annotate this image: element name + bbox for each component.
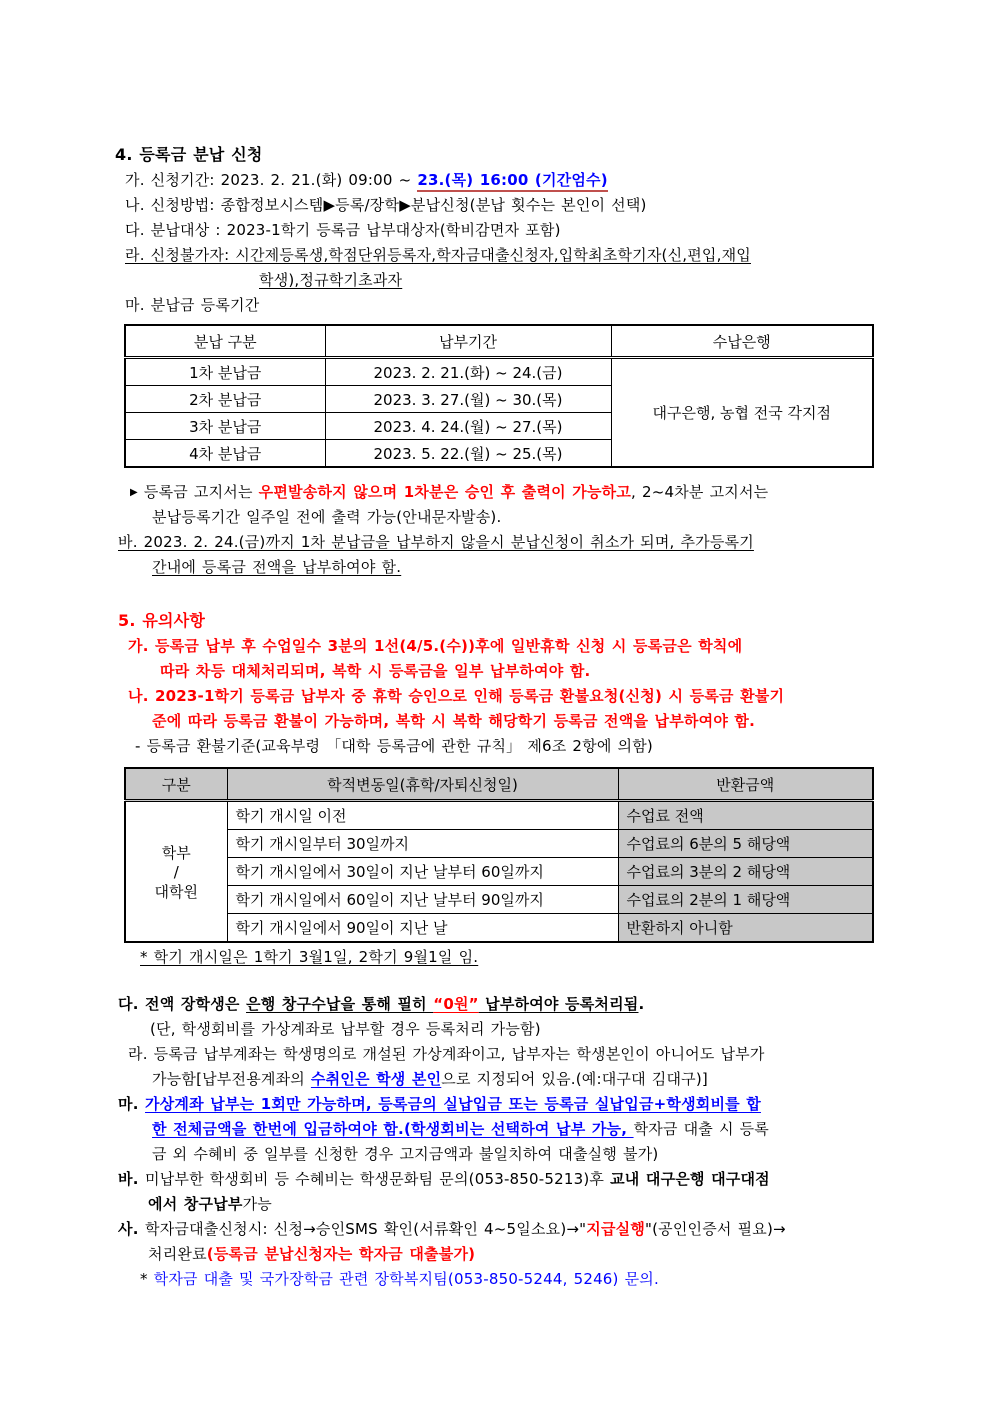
note-ra-recipient: 수취인은 학생 본인	[310, 1070, 442, 1088]
cell-name: 4차 분납금	[125, 440, 325, 468]
line-application-period	[0, 168, 992, 193]
note-ma-blue-2: 한 전체금액을 한번에 입금하여야 함.(학생회비는 선택하여 납부 가능,	[152, 1120, 634, 1138]
note-ma-label: 마.	[118, 1095, 146, 1113]
line-note-ba-2	[0, 1192, 992, 1217]
category-line: /	[173, 862, 179, 881]
cell-event: 학기 개시일에서 30일이 지난 날부터 60일까지	[227, 858, 618, 886]
line-installment-target: 다. 분납대상 : 2023-1학기 등록금 납부대상자(학비감면자 포함)	[125, 221, 561, 239]
line-note-ra-2	[0, 1067, 992, 1092]
note-da-tail: .	[638, 995, 645, 1013]
col-header-category: 구분	[125, 768, 227, 801]
installment-header-row	[125, 325, 873, 358]
col-header-refund-amount: 반환금액	[618, 768, 873, 801]
note-ba-text1: 미납부한 학생회비 등 수혜비는 학생문화팀 문의(053-850-5213)후	[145, 1170, 611, 1188]
note-sa-text2: "(공인인증서 필요)→	[645, 1220, 786, 1238]
line-bill-notice-1	[0, 480, 992, 505]
cell-event: 학기 개시일 이전	[227, 801, 618, 830]
refund-header-row	[125, 768, 873, 801]
bill-suffix: , 2~4차분 고지서는	[631, 483, 769, 501]
line-note-ra-1: 라. 등록금 납부계좌는 학생명의로 개설된 가상계좌이고, 납부자는 학생본인이 아니어도 납부가	[128, 1045, 765, 1063]
line-note-ma-3: 금 외 수혜비 중 일부를 신청한 경우 고지금액과 불일치하여 대출실행 불가)	[152, 1145, 659, 1163]
line-s5-ga-1: 가. 등록금 납부 후 수업일수 3분의 1선(4/5.(수))후에 일반휴학 신청 시 등록금은 학칙에	[128, 637, 743, 655]
note-sa-text1: 학자금대출신청시: 신청→승인SMS 확인(서류확인 4~5일소요)→"	[145, 1220, 587, 1238]
table-row	[125, 914, 873, 943]
line-bill-notice-2: 분납등록기간 일주일 전에 출력 가능(안내문자발송).	[152, 508, 502, 526]
section4-heading: 4. 등록금 분납 신청	[115, 145, 263, 164]
category-line: 학부	[161, 843, 191, 862]
cell-period: 2023. 4. 24.(월) ~ 27.(목)	[325, 413, 611, 440]
table-row	[125, 858, 873, 886]
cell-category	[125, 801, 227, 943]
cell-amount: 반환하지 아니함	[618, 914, 873, 943]
line-note-da-sub: (단, 학생회비를 가상계좌로 납부할 경우 등록처리 가능함)	[150, 1020, 541, 1038]
cell-amount: 수업료의 3분의 2 해당액	[618, 858, 873, 886]
line-s5-na-2: 준에 따라 등록금 환불이 가능하며, 복학 시 복학 해당학기 등록금 전액을 납부하여야 함.	[152, 712, 756, 730]
category-line: 대학원	[154, 882, 198, 901]
line-scholarship-contact	[0, 1267, 992, 1292]
period-prefix: 가. 신청기간: 2023. 2. 21.(화) 09:00 ~	[125, 171, 418, 189]
table-row	[125, 886, 873, 914]
section5-heading: 5. 유의사항	[118, 611, 206, 630]
cell-amount: 수업료의 6분의 5 해당액	[618, 830, 873, 858]
cell-event: 학기 개시일부터 30일까지	[227, 830, 618, 858]
note-da-lead: 전액 장학생은	[145, 995, 247, 1013]
note-ba-text2: 가능	[242, 1195, 272, 1213]
cell-event: 학기 개시일에서 60일이 지난 날부터 90일까지	[227, 886, 618, 914]
line-cancel-notice-1	[0, 530, 992, 555]
note-da-zero-won: “0원”	[433, 995, 479, 1013]
installment-table	[124, 324, 874, 468]
line-schedule-label: 마. 분납금 등록기간	[125, 296, 260, 314]
line-s5-ga-2: 따라 차등 대체처리되며, 복학 시 등록금을 일부 납부하여야 함.	[160, 662, 591, 680]
semester-footnote-text: * 학기 개시일은 1학기 3월1일, 2학기 9월1일 임.	[140, 948, 479, 966]
cancel-text-1: 바. 2023. 2. 24.(금)까지 1차 분납금을 납부하지 않을시 분납신청이 취소가 되며, 추가등록기	[118, 533, 754, 551]
cell-bank: 대구은행, 농협 전국 각지점	[611, 358, 873, 468]
cell-period: 2023. 3. 27.(월) ~ 30.(목)	[325, 386, 611, 413]
bill-highlight: 우편발송하지 않으며 1차분은 승인 후 출력이 가능하고	[258, 483, 632, 501]
line-note-da	[0, 992, 992, 1017]
line-note-ma-1	[0, 1092, 992, 1117]
cell-amount: 수업료의 2분의 1 해당액	[618, 886, 873, 914]
line-semester-footnote	[0, 945, 992, 970]
note-ra-suffix: 으로 지정되어 있음.(예:대구대 김대구)]	[441, 1070, 708, 1088]
col-header-change-date: 학적변동일(휴학/자퇴신청일)	[227, 768, 618, 801]
note-ma-blue-1: 가상계좌 납부는 1회만 가능하며, 등록금의 실납입금 또는 등록금 실납입금+학생회비를 합	[145, 1095, 761, 1113]
triangle-bullet-icon: ▶	[130, 487, 138, 498]
note-da-underline2: 납부하여야 등록처리됨	[478, 995, 639, 1013]
refund-table	[124, 767, 874, 943]
ineligible-text-2: 학생),정규학기초과자	[259, 271, 403, 289]
note-sa-red2: (등록금 분납신청자는 학자금 대출불가)	[206, 1245, 476, 1263]
note-ra-prefix: 가능함[납부전용계좌의	[152, 1070, 311, 1088]
table-row	[125, 830, 873, 858]
note-da-label: 다.	[118, 995, 146, 1013]
line-application-method: 나. 신청방법: 종합정보시스템▶등록/장학▶분납신청(분납 횟수는 본인이 선택)	[125, 196, 647, 214]
note-ba-bold1: 교내 대구은행 대구대점	[610, 1170, 770, 1188]
cell-name: 3차 분납금	[125, 413, 325, 440]
table-row	[125, 801, 873, 830]
cell-name: 2차 분납금	[125, 386, 325, 413]
star-prefix: *	[140, 1270, 154, 1288]
line-note-ba-1	[0, 1167, 992, 1192]
note-sa-label: 사.	[118, 1220, 146, 1238]
note-da-underline1: 은행 창구수납을 통해 필히	[246, 995, 434, 1013]
bill-prefix: 등록금 고지서는	[143, 483, 259, 501]
note-sa-text3: 처리완료	[148, 1245, 207, 1263]
scholarship-contact-text: 학자금 대출 및 국가장학금 관련 장학복지팀(053-850-5244, 5246) 문의.	[153, 1270, 659, 1288]
col-header-period: 납부기간	[325, 325, 611, 358]
line-cancel-notice-2	[0, 555, 992, 580]
note-ba-bold2: 에서 창구납부	[148, 1195, 243, 1213]
cell-amount: 수업료 전액	[618, 801, 873, 830]
col-header-division: 분납 구분	[125, 325, 325, 358]
cell-event: 학기 개시일에서 90일이 지난 날	[227, 914, 618, 943]
cell-name: 1차 분납금	[125, 358, 325, 386]
note-ma-black-2: 학자금 대출 시 등록	[633, 1120, 769, 1138]
col-header-bank: 수납은행	[611, 325, 873, 358]
ineligible-text-1: 라. 신청불가자: 시간제등록생,학점단위등록자,학자금대출신청자,입학최초학기자(신,편입,재입	[125, 246, 751, 264]
cell-period: 2023. 5. 22.(월) ~ 25.(목)	[325, 440, 611, 468]
cancel-text-2: 간내에 등록금 전액을 납부하여야 함.	[152, 558, 402, 576]
cell-period: 2023. 2. 21.(화) ~ 24.(금)	[325, 358, 611, 386]
line-s5-na-1: 나. 2023-1학기 등록금 납부자 중 휴학 승인으로 인해 등록금 환불요청(신청) 시 등록금 환불기	[128, 687, 785, 705]
note-sa-red1: 지급실행	[586, 1220, 646, 1238]
line-note-sa-1	[0, 1217, 992, 1242]
line-ineligible-1	[0, 243, 992, 268]
line-note-sa-2	[0, 1242, 992, 1267]
line-ineligible-2	[0, 268, 992, 293]
note-ba-label: 바.	[118, 1170, 146, 1188]
line-refund-rule: - 등록금 환불기준(교육부령 「대학 등록금에 관한 규칙」 제6조 2항에 의함)	[135, 737, 653, 755]
period-deadline: 23.(목) 16:00 (기간엄수)	[417, 171, 607, 192]
line-note-ma-2	[0, 1117, 992, 1142]
table-row	[125, 358, 873, 386]
